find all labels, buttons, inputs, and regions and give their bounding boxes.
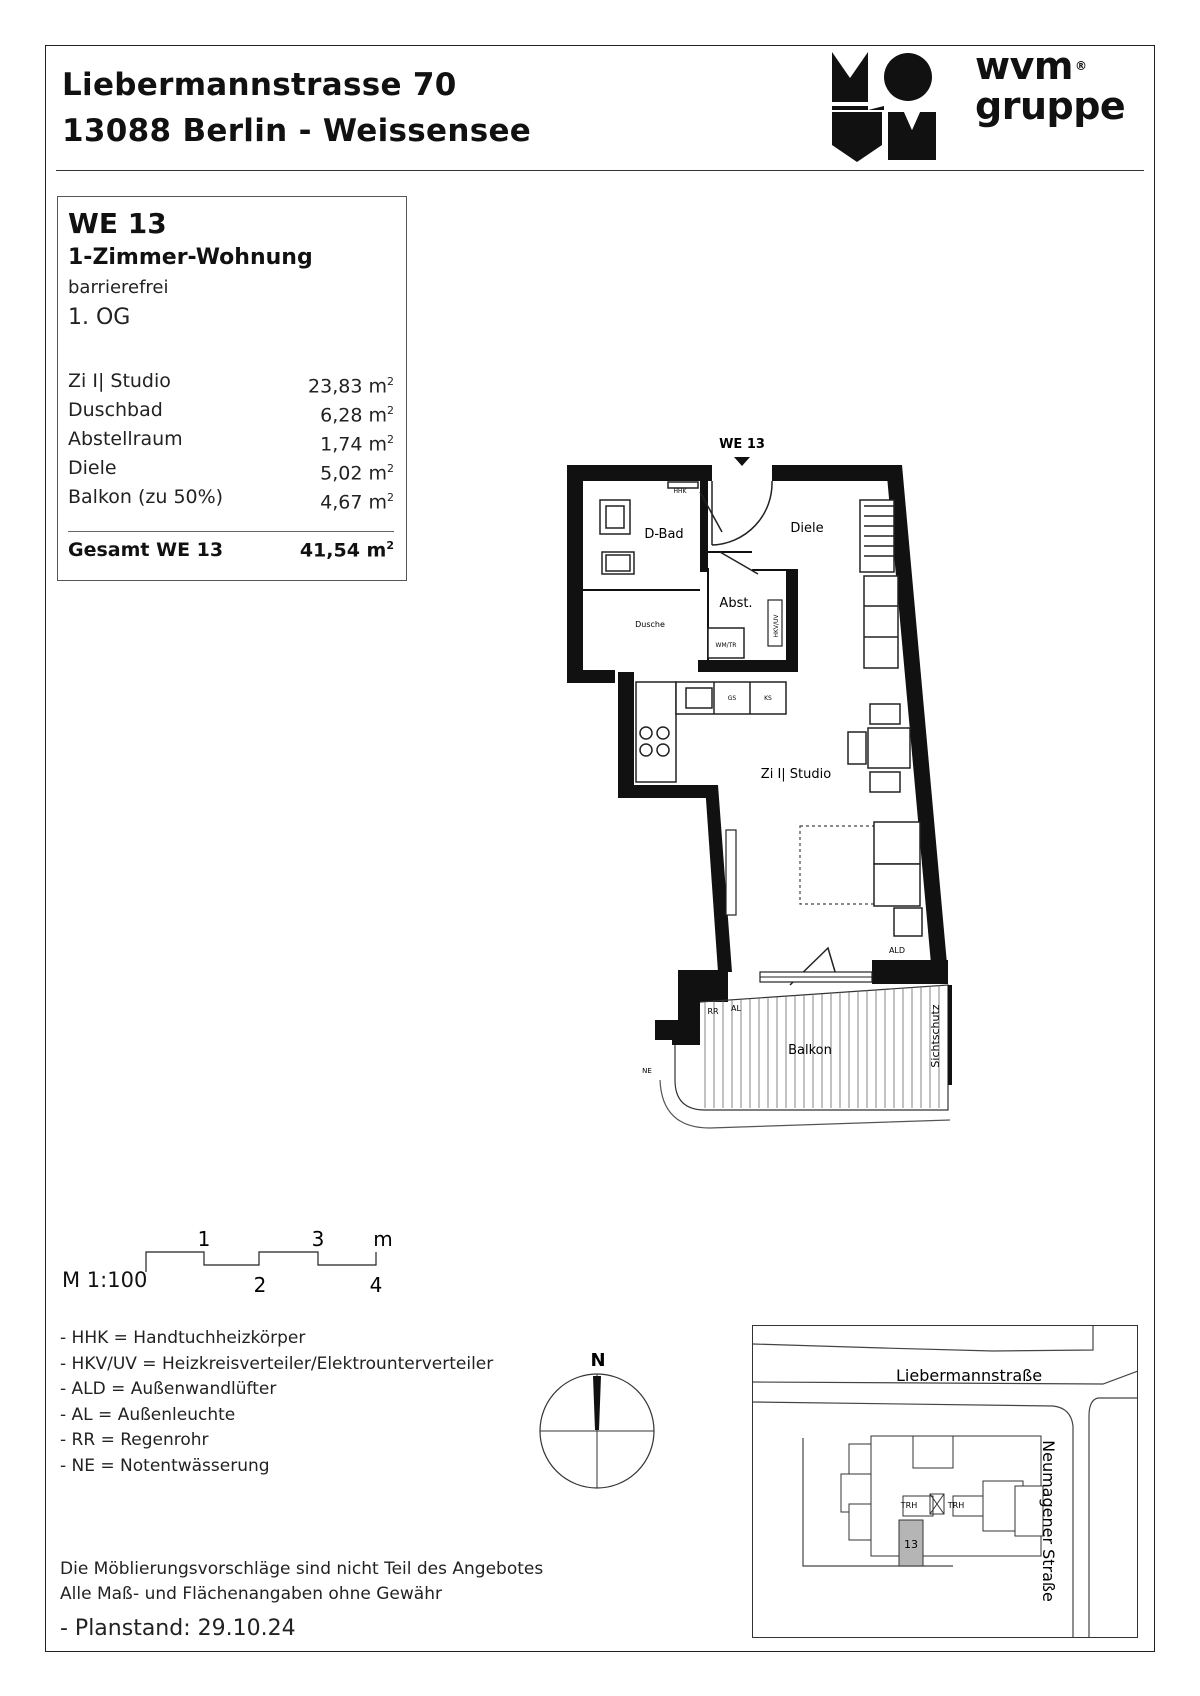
total-label: Gesamt WE 13 <box>68 539 224 561</box>
total-area: 41,54 m <box>299 539 387 562</box>
trh-left-label: TRH <box>900 1501 918 1510</box>
legend-item: - HKV/UV = Heizkreisverteiler/Elektrounterverteiler <box>60 1353 494 1374</box>
area-unit-sup: 2 <box>387 462 394 475</box>
hhk-label: HHK <box>673 488 687 495</box>
disclaimer-line: Alle Maß- und Flächenangaben ohne Gewähr <box>60 1584 442 1604</box>
street-address: Liebermannstrasse 70 <box>62 67 457 103</box>
street-top-label: Liebermannstraße <box>896 1366 1043 1385</box>
brand-line1: wvm <box>975 44 1073 88</box>
room-name: Duschbad <box>68 399 163 421</box>
north-needle-icon <box>593 1376 601 1430</box>
rr-label: RR <box>707 1007 719 1016</box>
north-compass <box>540 1374 654 1488</box>
room-area: 1,74 m <box>320 433 387 456</box>
area-unit-sup: 2 <box>386 539 394 552</box>
hall-label: Diele <box>790 521 824 536</box>
balcony-label: Balkon <box>788 1043 832 1058</box>
scale-tick: 1 <box>197 1227 211 1251</box>
trh-right-label: TRH <box>947 1501 965 1510</box>
legend-item: - AL = Außenleuchte <box>60 1404 236 1425</box>
ks-label: KS <box>764 695 772 702</box>
disclaimer-line: Die Möblierungsvorschläge sind nicht Teil des Angebotes <box>60 1559 544 1579</box>
room-name: Balkon (zu 50%) <box>68 486 224 508</box>
room-area: 23,83 m <box>308 375 387 398</box>
city-address: 13088 Berlin - Weissensee <box>62 113 532 149</box>
scale-tick: 2 <box>253 1273 267 1297</box>
site-plan <box>752 1325 1138 1638</box>
scale-tick: 4 <box>369 1273 383 1297</box>
hkvuv-label: HKV/UV <box>773 614 780 638</box>
wmtr-label: WM/TR <box>715 642 737 649</box>
room-area: 6,28 m <box>320 404 387 427</box>
disclaimer <box>60 1557 543 1607</box>
legend <box>60 1326 493 1479</box>
legend-item: - NE = Notentwässerung <box>60 1455 270 1476</box>
room-name: Diele <box>68 457 117 479</box>
room-name: Abstellraum <box>68 428 183 450</box>
room-area: 5,02 m <box>320 462 387 485</box>
unit-id: WE 13 <box>68 207 167 240</box>
studio-label: Zi I| Studio <box>760 767 832 782</box>
scale-bar <box>146 1252 376 1272</box>
registered-mark: ® <box>1074 59 1087 73</box>
entry-arrow-icon <box>734 457 750 466</box>
street-right-label: Neumagener Straße <box>1039 1440 1058 1602</box>
unit-floor: 1. OG <box>68 305 131 330</box>
brand-line2: gruppe <box>975 84 1126 128</box>
unit-feature: barrierefrei <box>68 277 169 298</box>
al-label: AL <box>731 1004 741 1013</box>
legend-item: - RR = Regenrohr <box>60 1430 209 1450</box>
area-unit-sup: 2 <box>387 375 394 388</box>
unit-marker: 13 <box>904 1538 918 1551</box>
north-label: N <box>590 1350 606 1371</box>
ne-label: NE <box>642 1067 652 1075</box>
room-area: 4,67 m <box>320 491 387 514</box>
gs-label: GS <box>727 695 737 702</box>
plan-date: - Planstand: 29.10.24 <box>60 1616 296 1641</box>
site-plan-drawing <box>753 1326 1138 1638</box>
scale-unit: m <box>373 1227 393 1251</box>
area-unit-sup: 2 <box>387 491 394 504</box>
unit-type: 1-Zimmer-Wohnung <box>68 245 313 270</box>
area-unit-sup: 2 <box>387 404 394 417</box>
privacy-screen-label: Sichtschutz <box>929 1004 942 1068</box>
ald-label: ALD <box>888 946 906 955</box>
bath-label: D-Bad <box>644 527 684 542</box>
area-unit-sup: 2 <box>387 433 394 446</box>
entry-label: WE 13 <box>719 437 765 452</box>
legend-item: - HHK = Handtuchheizkörper <box>60 1328 306 1348</box>
legend-item: - ALD = Außenwandlüfter <box>60 1379 277 1399</box>
room-name: Zi I| Studio <box>68 370 171 392</box>
shower-label: Dusche <box>635 620 665 629</box>
scale-tick: 3 <box>311 1227 325 1251</box>
scale-label: M 1:100 <box>62 1268 148 1292</box>
storage-label: Abst. <box>719 596 753 611</box>
